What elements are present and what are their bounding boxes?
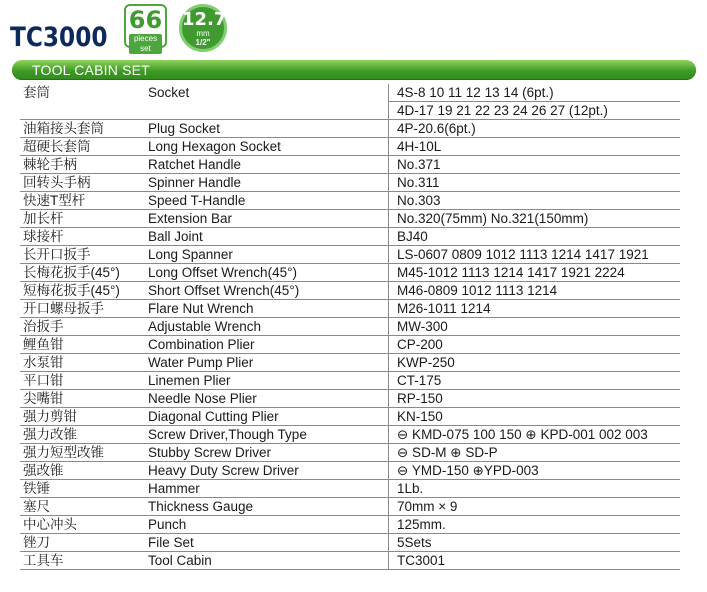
pieces-count: 66 (128, 6, 163, 34)
item-spec: RP-150 (389, 390, 681, 408)
item-spec: LS-0607 0809 1012 1113 1214 1417 1921 (389, 246, 681, 264)
drive-size-number: 12.7 (182, 9, 227, 30)
item-spec: ⊖ SD-M ⊕ SD-P (389, 444, 681, 462)
item-spec: No.371 (389, 156, 681, 174)
item-name-chinese: 塞尺 (20, 498, 142, 516)
table-row (20, 390, 680, 408)
item-name-chinese: 铁锤 (20, 480, 142, 498)
model-number: TC3000 (10, 22, 108, 53)
table-row (20, 156, 680, 174)
table-row (20, 372, 680, 390)
item-name-chinese: 平口钳 (20, 372, 142, 390)
item-name-chinese: 短梅花扳手(45°) (20, 282, 142, 300)
item-name-chinese: 长梅花扳手(45°) (20, 264, 142, 282)
item-name-english: Thickness Gauge (142, 498, 389, 516)
drive-size-fraction: 1/2" (195, 38, 211, 47)
item-name-english: Heavy Duty Screw Driver (142, 462, 389, 480)
table-row (20, 264, 680, 282)
item-name-english: Long Spanner (142, 246, 389, 264)
table-row (20, 192, 680, 210)
item-name-chinese: 强力剪钳 (20, 408, 142, 426)
item-name-english: Flare Nut Wrench (142, 300, 389, 318)
table-row (20, 498, 680, 516)
item-name-chinese: 快速T型杆 (20, 192, 142, 210)
item-spec: KN-150 (389, 408, 681, 426)
item-spec: 1Lb. (389, 480, 681, 498)
item-name-chinese: 治扳手 (20, 318, 142, 336)
item-name-chinese: 强力改锥 (20, 426, 142, 444)
item-name-english: Hammer (142, 480, 389, 498)
item-spec: 4D-17 19 21 22 23 24 26 27 (12pt.) (389, 102, 681, 120)
section-banner (12, 60, 696, 80)
table-row (20, 408, 680, 426)
table-row (20, 444, 680, 462)
item-name-chinese: 超硬长套筒 (20, 138, 142, 156)
table-row (20, 84, 680, 102)
table-row (20, 228, 680, 246)
item-spec: No.320(75mm) No.321(150mm) (389, 210, 681, 228)
item-spec: MW-300 (389, 318, 681, 336)
item-name-chinese: 鲤鱼钳 (20, 336, 142, 354)
item-name-english: Adjustable Wrench (142, 318, 389, 336)
item-spec: No.311 (389, 174, 681, 192)
item-name-english: Socket (142, 84, 389, 120)
item-name-chinese: 中心冲头 (20, 516, 142, 534)
item-name-english: Tool Cabin (142, 552, 389, 570)
item-name-english: Speed T-Handle (142, 192, 389, 210)
item-name-chinese: 套筒 (20, 84, 142, 120)
item-spec: TC3001 (389, 552, 681, 570)
pieces-unit: pieces set (129, 34, 162, 54)
table-row (20, 552, 680, 570)
item-name-chinese: 棘轮手柄 (20, 156, 142, 174)
table-row (20, 336, 680, 354)
item-spec: M26-1011 1214 (389, 300, 681, 318)
item-name-english: Long Offset Wrench(45°) (142, 264, 389, 282)
table-row (20, 120, 680, 138)
item-name-english: File Set (142, 534, 389, 552)
table-row (20, 282, 680, 300)
item-name-english: Long Hexagon Socket (142, 138, 389, 156)
drive-size-unit: mm (196, 29, 210, 38)
pieces-badge (124, 4, 167, 53)
item-name-english: Short Offset Wrench(45°) (142, 282, 389, 300)
item-name-chinese: 加长杆 (20, 210, 142, 228)
table-row (20, 138, 680, 156)
item-name-chinese: 球接杆 (20, 228, 142, 246)
item-name-english: Extension Bar (142, 210, 389, 228)
item-name-chinese: 开口螺母扳手 (20, 300, 142, 318)
table-row (20, 354, 680, 372)
item-name-english: Needle Nose Plier (142, 390, 389, 408)
item-name-chinese: 水泵钳 (20, 354, 142, 372)
table-row (20, 210, 680, 228)
item-name-english: Linemen Plier (142, 372, 389, 390)
table-row (20, 426, 680, 444)
item-spec: 125mm. (389, 516, 681, 534)
item-spec: BJ40 (389, 228, 681, 246)
item-name-chinese: 长开口扳手 (20, 246, 142, 264)
item-spec: KWP-250 (389, 354, 681, 372)
item-spec: CT-175 (389, 372, 681, 390)
item-spec: CP-200 (389, 336, 681, 354)
item-spec: ⊖ KMD-075 100 150 ⊕ KPD-001 002 003 (389, 426, 681, 444)
item-spec: 5Sets (389, 534, 681, 552)
item-spec: 70mm × 9 (389, 498, 681, 516)
item-spec: ⊖ YMD-150 ⊕YPD-003 (389, 462, 681, 480)
item-name-english: Spinner Handle (142, 174, 389, 192)
item-name-english: Stubby Screw Driver (142, 444, 389, 462)
item-spec: M45-1012 1113 1214 1417 1921 2224 (389, 264, 681, 282)
item-name-english: Ratchet Handle (142, 156, 389, 174)
table-row (20, 174, 680, 192)
table-row (20, 300, 680, 318)
item-name-english: Combination Plier (142, 336, 389, 354)
item-name-english: Diagonal Cutting Plier (142, 408, 389, 426)
item-name-english: Ball Joint (142, 228, 389, 246)
drive-size-badge (179, 4, 227, 52)
item-name-english: Punch (142, 516, 389, 534)
table-row (20, 318, 680, 336)
item-spec: 4H-10L (389, 138, 681, 156)
item-spec: 4S-8 10 11 12 13 14 (6pt.) (389, 84, 681, 102)
tool-list-table (20, 84, 680, 570)
item-spec: M46-0809 1012 1113 1214 (389, 282, 681, 300)
item-name-english: Water Pump Plier (142, 354, 389, 372)
item-name-chinese: 油箱接头套筒 (20, 120, 142, 138)
item-spec: 4P-20.6(6pt.) (389, 120, 681, 138)
item-spec: No.303 (389, 192, 681, 210)
item-name-chinese: 锉刀 (20, 534, 142, 552)
item-name-english: Plug Socket (142, 120, 389, 138)
table-row (20, 462, 680, 480)
item-name-english: Screw Driver,Though Type (142, 426, 389, 444)
item-name-chinese: 回转头手柄 (20, 174, 142, 192)
item-name-chinese: 工具车 (20, 552, 142, 570)
item-name-chinese: 尖嘴钳 (20, 390, 142, 408)
table-row (20, 246, 680, 264)
table-row (20, 480, 680, 498)
item-name-chinese: 强力短型改锥 (20, 444, 142, 462)
table-row (20, 534, 680, 552)
table-row (20, 516, 680, 534)
item-name-chinese: 强改锥 (20, 462, 142, 480)
banner-title: TOOL CABIN SET (32, 62, 150, 78)
